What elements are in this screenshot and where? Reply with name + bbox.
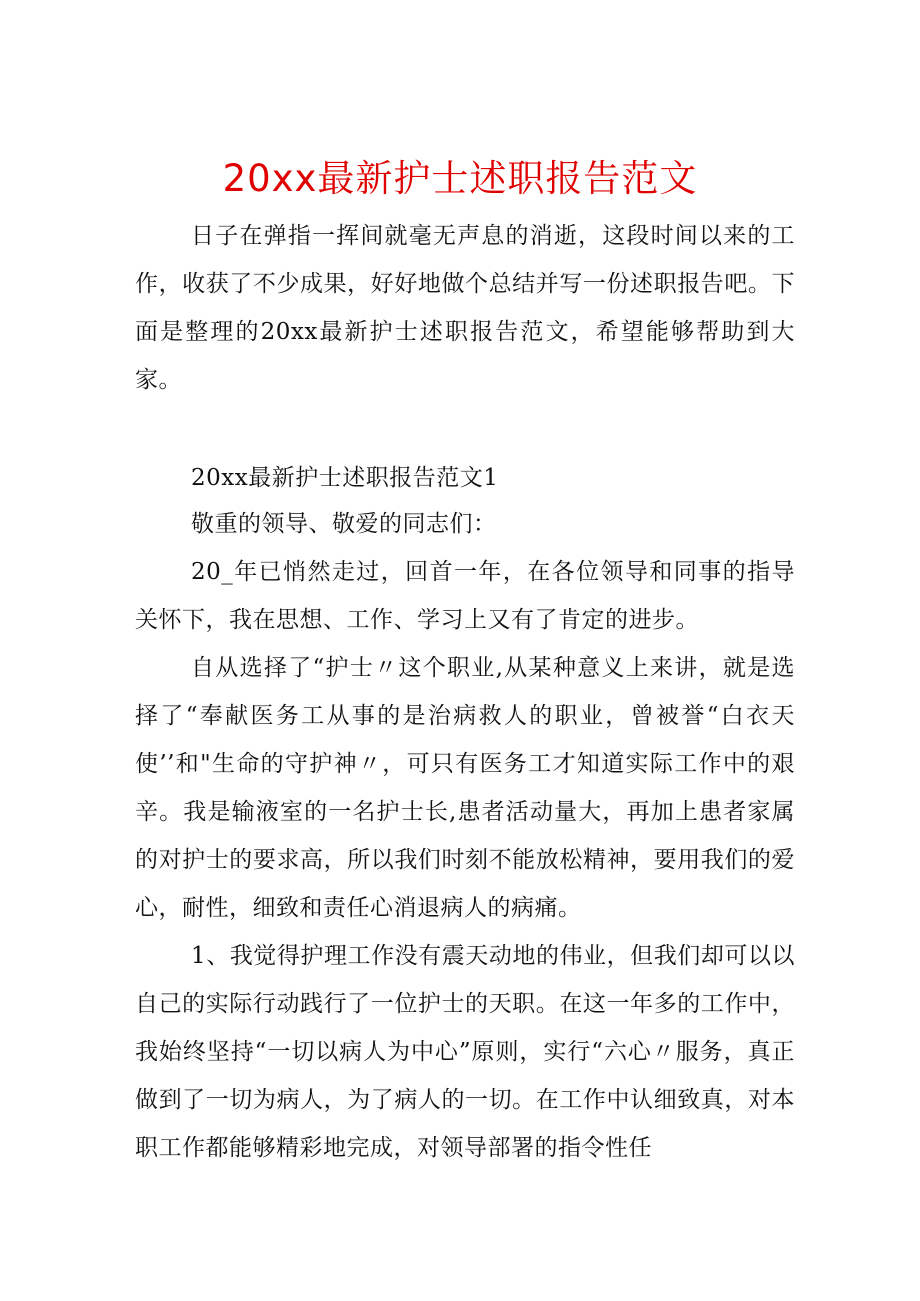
greeting-line: 敬重的领导、敬爱的同志们： bbox=[191, 511, 497, 537]
paragraph-career-choice: 自从选择了“护士〃这个职业,从某种意义上来讲，就是选择了“奉献医务工从事的是治病救人的职业，曾被誉“白衣天使’’和"生命的守护神〃，可只有医务工才知道实际工作中的艰辛。我是输液室的一名护士长,患者活动量大，再加上患者家属的对护士的要求高，所以我们时刻不能放松精神，要用我们的爱心，耐性，细致和责任心消退病人的病痛。 bbox=[135, 655, 795, 921]
document-title: 20xx最新护士述职报告范文 bbox=[222, 157, 698, 200]
paragraph-point-1: 1、我觉得护理工作没有震天动地的伟业，但我们却可以以自己的实际行动践行了一位护士的天职。在这一年多的工作中，我始终坚持“一切以病人为中心”原则，实行“六心〃服务，真正做到了一切为病人，为了病人的一切。在工作中认细致真，对本职工作都能够精彩地完成，对领导部署的指令性任 bbox=[135, 943, 795, 1161]
section-heading: 20xx最新护士述职报告范文1 bbox=[191, 465, 499, 491]
intro-paragraph: 日子在弹指一挥间就毫无声息的消逝，这段时间以来的工作，收获了不少成果，好好地做个总结并写一份述职报告吧。下面是整理的20xx最新护士述职报告范文，希望能够帮助到大家。 bbox=[135, 223, 795, 393]
paragraph-year: 20_年已悄然走过，回首一年，在各位领导和同事的指导关怀下，我在思想、工作、学习上又有了肯定的进步。 bbox=[135, 559, 795, 633]
